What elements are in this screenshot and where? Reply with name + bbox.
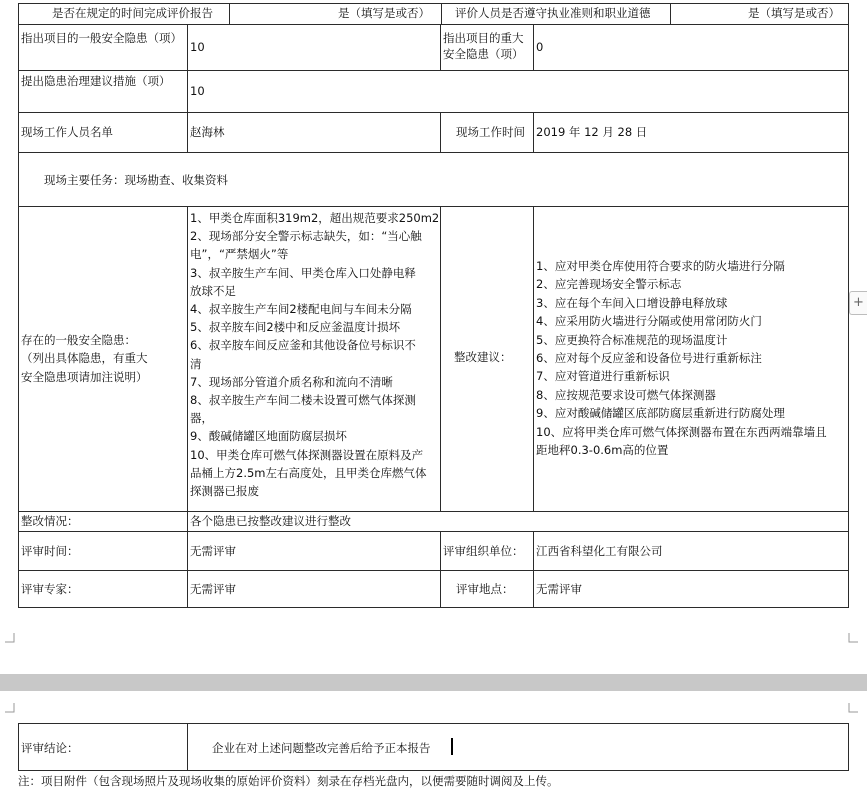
table-rule [18, 570, 849, 571]
list-item: 器， [190, 411, 213, 426]
list-item: 品桶上方2.5m左右高度处，且甲类仓库燃气体 [190, 465, 427, 480]
rectification-status-value[interactable]: 各个隐患已按整改建议进行整改 [190, 514, 351, 528]
list-item: 7、应对管道进行重新标识 [536, 369, 670, 384]
table-rule [18, 3, 849, 4]
ethics-answer[interactable]: 是（填写是或否） [748, 6, 840, 20]
main-task-text[interactable]: 现场主要任务：现场勘查、收集资料 [44, 173, 228, 187]
measures-count-label: 提出隐患治理建议措施（项） [21, 74, 171, 88]
measures-count-value[interactable]: 10 [190, 84, 205, 98]
list-item: 2、应完善现场安全警示标志 [536, 277, 682, 292]
field-time-label: 现场工作时间 [456, 125, 525, 139]
plus-icon: + [853, 295, 864, 310]
suggestion-label: 整改建议： [454, 350, 512, 364]
list-item: 10、应将甲类仓库可燃气体探测器布置在东西两端靠墙且 [536, 424, 827, 439]
table-rule [18, 770, 849, 771]
table-rule [533, 206, 534, 512]
table-rule [18, 511, 849, 512]
list-item: 清 [190, 356, 202, 371]
major-hazard-count-value[interactable]: 0 [536, 40, 544, 54]
on-time-question: 是否在规定的时间完成评价报告 [52, 6, 213, 20]
review-org-value[interactable]: 江西省科望化工有限公司 [536, 544, 663, 558]
list-item: 2、现场部分安全警示标志缺失，如：“当心触 [190, 229, 422, 244]
page-gap [0, 674, 867, 691]
table-rule [187, 206, 188, 608]
table-rule [533, 531, 534, 608]
table-rule [440, 206, 441, 512]
review-time-value[interactable]: 无需评审 [190, 544, 236, 558]
list-item: 8、应按规范要求设可燃气体探测器 [536, 387, 716, 402]
field-time-value[interactable]: 2019 年 12 月 28 日 [536, 125, 648, 139]
review-expert-value[interactable]: 无需评审 [190, 582, 236, 596]
list-item: 1、应对甲类仓库使用符合要求的防火墙进行分隔 [536, 259, 785, 273]
list-item: 探测器已报废 [190, 484, 259, 499]
review-conclusion-label: 评审结论： [21, 741, 79, 755]
list-item: 4、叔辛胺生产车间2楼配电间与车间未分隔 [190, 302, 412, 317]
rectification-status-label: 整改情况： [21, 514, 79, 528]
general-hazard-count-value[interactable]: 10 [190, 40, 205, 54]
table-rule [18, 723, 19, 771]
table-rule [18, 24, 849, 25]
suggestion-list[interactable] [536, 257, 827, 459]
field-staff-value[interactable]: 赵海林 [190, 125, 225, 139]
table-rule [440, 24, 441, 71]
table-rule [229, 3, 230, 25]
hazard-label-line: 安全隐患项请加注说明） [21, 369, 148, 384]
hazard-label-line: 存在的一般安全隐患： [21, 333, 136, 347]
review-place-value[interactable]: 无需评审 [536, 582, 582, 596]
list-item: 10、甲类仓库可燃气体探测器设置在原料及产 [190, 447, 424, 462]
review-expert-label: 评审专家： [21, 582, 79, 596]
list-item: 放球不足 [190, 283, 236, 298]
crop-mark-icon [5, 633, 15, 643]
table-rule [18, 723, 849, 724]
review-conclusion-value[interactable]: 企业在对上述问题整改完善后给予正本报告 [212, 741, 431, 755]
list-item: 5、叔辛胺车间2楼中和反应釜温度计损坏 [190, 320, 401, 335]
table-rule [18, 531, 849, 532]
list-item: 1、甲类仓库面积319m2，超出规范要求250m2 [190, 211, 440, 225]
general-hazard-count-label: 指出项目的一般安全隐患（项） [21, 31, 182, 45]
ethics-question: 评价人员是否遵守执业准则和职业道德 [455, 6, 651, 20]
table-rule [18, 70, 849, 71]
list-item: 8、叔辛胺生产车间二楼未设置可燃气体探测 [190, 393, 416, 408]
hazard-list[interactable] [190, 209, 439, 500]
list-item: 6、应对每个反应釜和设备位号进行重新标注 [536, 351, 762, 366]
table-rule [533, 24, 534, 71]
major-hazard-count-label: 指出项目的重大安全隐患（项） [443, 31, 524, 61]
review-org-label: 评审组织单位： [443, 544, 524, 558]
hazard-label [21, 331, 148, 386]
table-rule [187, 723, 188, 771]
expand-panel-button[interactable] [849, 291, 867, 315]
table-rule [18, 3, 19, 608]
table-rule [18, 152, 849, 153]
table-rule [441, 3, 442, 25]
review-time-label: 评审时间： [21, 544, 79, 558]
text-cursor [451, 738, 453, 755]
table-rule [533, 112, 534, 153]
table-rule [18, 607, 849, 608]
list-item: 6、叔辛胺车间反应釜和其他设备位号标识不 [190, 338, 416, 353]
crop-mark-icon [848, 703, 858, 713]
table-rule [440, 531, 441, 608]
table-rule [18, 112, 849, 113]
crop-mark-icon [5, 703, 15, 713]
list-item: 电”，“严禁烟火”等 [190, 247, 289, 262]
table-rule [848, 723, 849, 771]
table-rule [18, 206, 849, 207]
table-rule [187, 24, 188, 153]
on-time-answer[interactable]: 是（填写是或否） [338, 6, 430, 20]
list-item: 9、酸碱储罐区地面防腐层损坏 [190, 429, 347, 444]
list-item: 5、应更换符合标准规范的现场温度计 [536, 332, 728, 347]
review-place-label: 评审地点： [456, 582, 514, 596]
footnote: 注：项目附件（包含现场照片及现场收集的原始评价资料）刻录在存档光盘内，以便需要随时调阅及上传。 [18, 774, 559, 788]
list-item: 4、应采用防火墙进行分隔或使用常闭防火门 [536, 314, 762, 329]
table-rule [670, 3, 671, 25]
list-item: 7、现场部分管道介质名称和流向不清晰 [190, 374, 393, 389]
list-item: 距地秤0.3-0.6m高的位置 [536, 443, 669, 458]
hazard-label-line: （列出具体隐患，有重大 [21, 351, 148, 366]
list-item: 3、应在每个车间入口增设静电释放球 [536, 295, 728, 310]
table-rule [440, 112, 441, 153]
list-item: 3、叔辛胺生产车间、甲类仓库入口处静电释 [190, 265, 416, 280]
crop-mark-icon [848, 633, 858, 643]
list-item: 9、应对酸碱储罐区底部防腐层重新进行防腐处理 [536, 406, 785, 421]
field-staff-label: 现场工作人员名单 [21, 125, 113, 139]
